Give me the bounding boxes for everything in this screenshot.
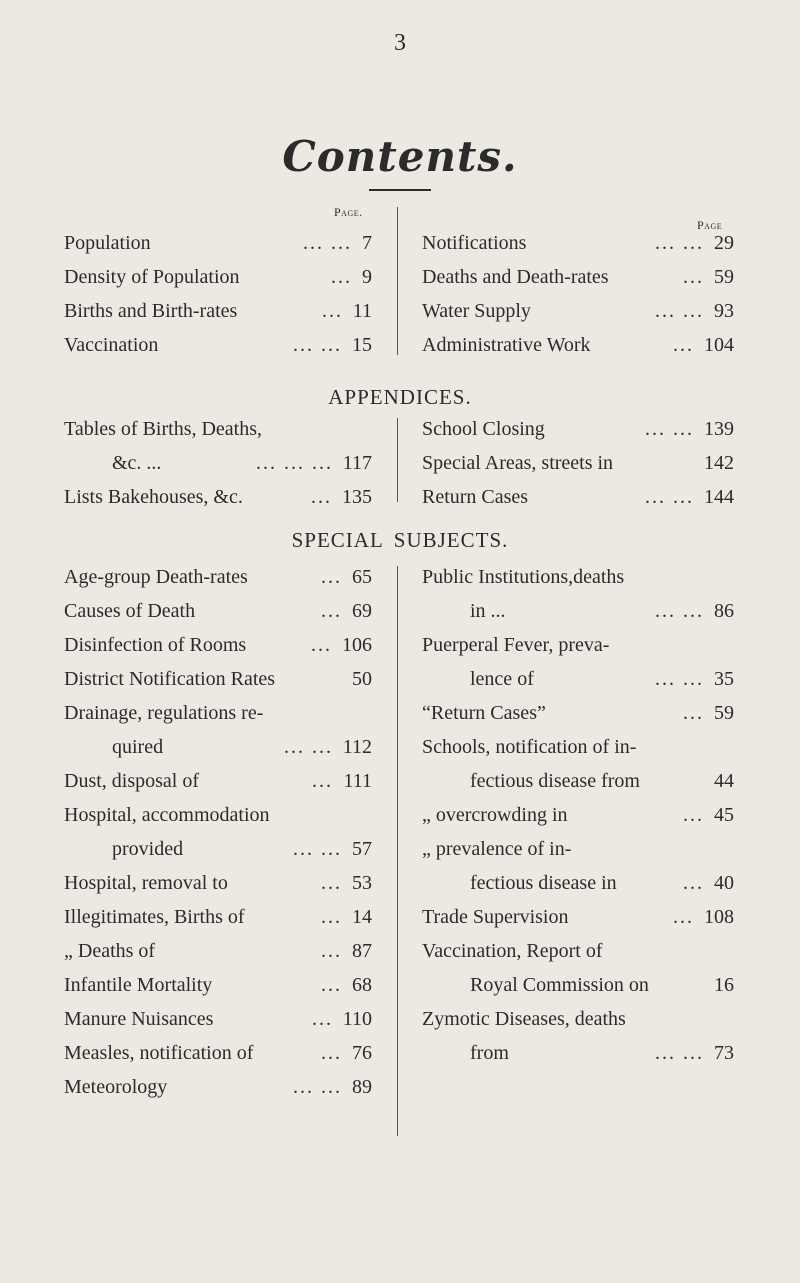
entry-leader-dots: ... <box>673 334 694 356</box>
entry-page-number: 14 <box>352 906 372 928</box>
index-entry <box>422 900 740 934</box>
entry-page-number: 40 <box>714 872 734 894</box>
entry-page-number: 15 <box>352 334 372 356</box>
index-entry <box>422 1036 740 1070</box>
entry-page-number: 73 <box>714 1042 734 1064</box>
entry-label: Tables of Births, Deaths, <box>64 418 263 440</box>
entry-label: Zymotic Diseases, deaths <box>422 1008 626 1030</box>
entry-leader-dots: ... ... <box>303 232 352 254</box>
entry-label: Drainage, regulations re- <box>64 702 264 724</box>
index-entry <box>422 764 740 798</box>
entry-page-number: 108 <box>704 906 734 928</box>
entry-page-number: 106 <box>342 634 372 656</box>
page-title: Contents. <box>282 132 518 181</box>
index-entry <box>64 480 378 514</box>
entry-label: “Return Cases” <box>422 702 546 724</box>
entry-leader-dots: ... <box>673 906 694 928</box>
contents-right-column <box>422 226 740 362</box>
entry-leader-dots: ... <box>322 300 343 322</box>
entry-page-number: 50 <box>352 668 372 690</box>
special-subjects-right-column <box>422 560 740 1070</box>
entry-page-number: 89 <box>352 1076 372 1098</box>
entry-page-number: 111 <box>343 770 372 792</box>
index-entry <box>422 696 740 730</box>
entry-page-number: 65 <box>352 566 372 588</box>
entry-label: &c. ... <box>112 452 162 474</box>
entry-label: Royal Commission on <box>470 974 649 996</box>
entry-label: „ Deaths of <box>64 940 156 962</box>
index-entry <box>422 730 740 764</box>
index-entry <box>64 294 378 328</box>
entry-page-number: 35 <box>714 668 734 690</box>
column-divider <box>397 566 398 1136</box>
entry-label: Water Supply <box>422 300 531 322</box>
entry-leader-dots: ... ... <box>284 736 333 758</box>
entry-page-number: 93 <box>714 300 734 322</box>
page-number: 3 <box>394 30 406 56</box>
entry-page-number: 117 <box>342 452 372 474</box>
entry-label: Puerperal Fever, preva- <box>422 634 610 656</box>
column-divider <box>397 207 398 355</box>
entry-leader-dots: ... <box>321 906 342 928</box>
entry-label: „ prevalence of in- <box>422 838 572 860</box>
entry-leader-dots: ... <box>683 872 704 894</box>
entry-label: Special Areas, streets in <box>422 452 614 474</box>
entry-label: provided <box>112 838 184 860</box>
entry-page-number: 53 <box>352 872 372 894</box>
entry-label: in ... <box>470 600 506 622</box>
entry-label: Population <box>64 232 151 254</box>
entry-page-number: 59 <box>714 702 734 724</box>
entry-leader-dots: ... <box>312 1008 333 1030</box>
entry-page-number: 7 <box>362 232 372 254</box>
index-entry <box>64 260 378 294</box>
index-entry <box>64 900 378 934</box>
entry-label: lence of <box>470 668 534 690</box>
entry-label: fectious disease in <box>470 872 617 894</box>
entry-label: Age-group Death-rates <box>64 566 248 588</box>
index-entry <box>422 934 740 968</box>
entry-label: School Closing <box>422 418 545 440</box>
entry-label: Return Cases <box>422 486 529 508</box>
entry-leader-dots: ... ... <box>293 838 342 860</box>
index-entry <box>422 560 740 594</box>
special-subjects-left-column <box>64 560 378 1104</box>
entry-leader-dots: ... <box>321 872 342 894</box>
entry-page-number: 11 <box>352 300 372 322</box>
index-entry <box>422 480 740 514</box>
entry-leader-dots: ... ... <box>655 600 704 622</box>
index-entry <box>64 764 378 798</box>
index-entry <box>64 934 378 968</box>
entry-label: Density of Population <box>64 266 240 288</box>
index-entry <box>64 662 378 696</box>
index-entry <box>64 866 378 900</box>
index-entry <box>422 594 740 628</box>
index-entry <box>422 832 740 866</box>
entry-label: Illegitimates, Births of <box>64 906 245 928</box>
entry-label: Births and Birth-rates <box>64 300 238 322</box>
index-entry <box>64 226 378 260</box>
entry-label: Infantile Mortality <box>64 974 213 996</box>
entry-page-number: 144 <box>704 486 734 508</box>
entry-leader-dots: ... <box>683 702 704 724</box>
appendices-heading: APPENDICES. <box>328 385 472 409</box>
entry-label: „ overcrowding in <box>422 804 568 826</box>
entry-label: fectious disease from <box>470 770 640 792</box>
index-entry <box>64 1036 378 1070</box>
special-subjects-heading-a: SPECIAL <box>291 528 384 552</box>
appendices-left-column <box>64 412 378 514</box>
entry-leader-dots: ... ... ... <box>256 452 333 474</box>
index-entry <box>64 628 378 662</box>
entry-label: District Notification Rates <box>64 668 276 690</box>
entry-label: quired <box>112 736 164 758</box>
entry-label: Vaccination <box>64 334 159 356</box>
index-entry <box>64 730 378 764</box>
entry-leader-dots: ... <box>321 940 342 962</box>
index-entry <box>422 260 740 294</box>
entry-leader-dots: ... <box>311 486 332 508</box>
entry-leader-dots: ... <box>683 266 704 288</box>
index-entry <box>64 832 378 866</box>
entry-label: Vaccination, Report of <box>422 940 603 962</box>
index-entry <box>64 968 378 1002</box>
entry-page-number: 9 <box>362 266 372 288</box>
entry-leader-dots: ... ... <box>655 668 704 690</box>
entry-label: Manure Nuisances <box>64 1008 214 1030</box>
entry-page-number: 142 <box>704 452 734 474</box>
entry-leader-dots: ... ... <box>293 334 342 356</box>
index-entry <box>422 968 740 1002</box>
entry-page-number: 69 <box>352 600 372 622</box>
entry-leader-dots: ... ... <box>655 232 704 254</box>
entry-page-number: 29 <box>714 232 734 254</box>
entry-leader-dots: ... ... <box>645 486 694 508</box>
index-entry <box>64 446 378 480</box>
entry-label: Notifications <box>422 232 527 254</box>
entry-page-number: 139 <box>704 418 734 440</box>
entry-page-number: 45 <box>714 804 734 826</box>
entry-leader-dots: ... <box>331 266 352 288</box>
index-entry <box>64 594 378 628</box>
entry-label: Public Institutions,deaths <box>422 566 625 588</box>
contents-left-column <box>64 226 378 362</box>
entry-page-number: 68 <box>352 974 372 996</box>
entry-label: Lists Bakehouses, &c. <box>64 486 243 508</box>
entry-label: Meteorology <box>64 1076 168 1098</box>
entry-leader-dots: ... ... <box>655 300 704 322</box>
index-entry <box>64 328 378 362</box>
entry-leader-dots: ... <box>321 974 342 996</box>
index-entry <box>422 412 740 446</box>
index-entry <box>422 1002 740 1036</box>
index-entry <box>422 628 740 662</box>
index-entry <box>64 1002 378 1036</box>
entry-page-number: 44 <box>714 770 734 792</box>
entry-label: Administrative Work <box>422 334 591 356</box>
entry-page-number: 104 <box>704 334 734 356</box>
entry-page-number: 112 <box>342 736 372 758</box>
entry-page-number: 16 <box>714 974 734 996</box>
column-divider <box>397 418 398 502</box>
index-entry <box>422 446 740 480</box>
entry-page-number: 57 <box>352 838 372 860</box>
entry-leader-dots: ... <box>321 1042 342 1064</box>
index-entry <box>422 798 740 832</box>
entry-label: Trade Supervision <box>422 906 569 928</box>
entry-page-number: 110 <box>342 1008 372 1030</box>
index-entry <box>64 1070 378 1104</box>
index-entry <box>422 328 740 362</box>
entry-label: Causes of Death <box>64 600 196 622</box>
index-entry <box>422 866 740 900</box>
entry-page-number: 86 <box>714 600 734 622</box>
entry-label: from <box>470 1042 509 1064</box>
index-entry <box>422 662 740 696</box>
entry-leader-dots: ... ... <box>645 418 694 440</box>
appendices-right-column <box>422 412 740 514</box>
index-entry <box>64 696 378 730</box>
title-rule <box>369 189 431 191</box>
entry-page-number: 76 <box>352 1042 372 1064</box>
entry-page-number: 87 <box>352 940 372 962</box>
entry-page-number: 135 <box>342 486 372 508</box>
entry-leader-dots: ... <box>312 770 333 792</box>
index-entry <box>64 412 378 446</box>
left-page-header: Page. <box>334 205 363 219</box>
index-entry <box>422 226 740 260</box>
entry-page-number: 59 <box>714 266 734 288</box>
entry-leader-dots: ... <box>683 804 704 826</box>
entry-label: Deaths and Death-rates <box>422 266 609 288</box>
entry-label: Hospital, removal to <box>64 872 228 894</box>
entry-leader-dots: ... ... <box>293 1076 342 1098</box>
right-page-header: Page <box>697 218 723 232</box>
index-entry <box>64 560 378 594</box>
entry-leader-dots: ... <box>321 566 342 588</box>
entry-label: Dust, disposal of <box>64 770 199 792</box>
entry-leader-dots: ... <box>311 634 332 656</box>
special-subjects-heading <box>0 528 800 553</box>
entry-label: Hospital, accommodation <box>64 804 270 826</box>
entry-label: Schools, notification of in- <box>422 736 637 758</box>
entry-label: Disinfection of Rooms <box>64 634 247 656</box>
special-subjects-heading-b: SUBJECTS. <box>393 528 509 552</box>
entry-leader-dots: ... <box>321 600 342 622</box>
entry-leader-dots: ... ... <box>655 1042 704 1064</box>
index-entry <box>64 798 378 832</box>
index-entry <box>422 294 740 328</box>
entry-label: Measles, notification of <box>64 1042 254 1064</box>
